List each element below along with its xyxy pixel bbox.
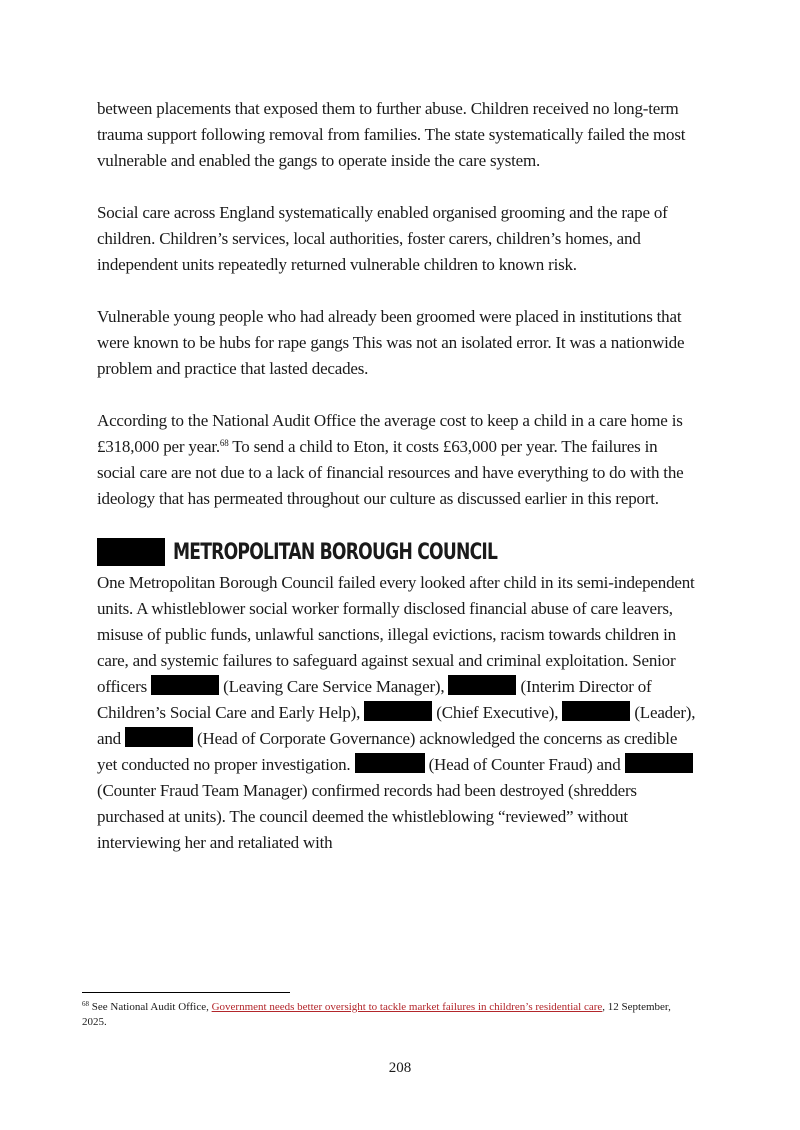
page-number: 208 (388, 1060, 412, 1076)
footnote-number: 68 (82, 1000, 89, 1008)
page-body (97, 96, 697, 856)
council-text-5: (Leader), and (97, 703, 696, 748)
paragraph-social-care: Social care across England systematically enabled organised grooming and the rape of children. Children’s services, local authorities, foster carers, children’s homes, and independent units repeatedly returned vulnerable children to known risk. (97, 203, 668, 274)
council-text-1: One Metropolitan Borough Council failed every looked after child in its semi-independent units. A whistleblower social worker formally disclosed financial abuse of care leavers, misuse of public funds, unlawful sanctions, illegal evictions, racism towards children in care, and systemic failures to safeguard against sexual and criminal exploitation. Senior officers (97, 573, 695, 696)
section-heading (97, 538, 697, 566)
redaction-bar (97, 538, 165, 566)
paragraph-vulnerable: Vulnerable young people who had already been groomed were placed in institutions that were known to be hubs for rape gangs This was not an isolated error. It was a nationwide problem and practice that lasted decades. (97, 307, 685, 378)
footnote-divider (82, 992, 290, 993)
redaction-bar (562, 701, 630, 721)
cost-text-part2: To send a child to Eton, it costs £63,000 per year. The failures in social care are not due to a lack of financial resources and have everything to do with the ideology that has permeated throughout our culture as discussed earlier in this report. (97, 437, 684, 508)
footnote-prefix: See National Audit Office, (89, 1001, 212, 1013)
council-text-8: (Counter Fraud Team Manager) confirmed records had been destroyed (shredders purchased at units). The council deemed the whistleblowing “reviewed” without interviewing her and retaliated with (97, 781, 637, 852)
council-text-6: (Head of Corporate Governance) acknowledged the concerns as credible yet conducted no proper investigation. (97, 729, 678, 774)
footnote-reference[interactable]: 68 (219, 438, 229, 448)
paragraph-council (97, 570, 697, 856)
council-text-4: (Chief Executive), (432, 703, 563, 722)
footnote-suffix: , 12 September, 2025. (82, 1001, 671, 1028)
redaction-bar (625, 753, 693, 773)
redaction-bar (125, 727, 193, 747)
footnote-link[interactable]: Government needs better oversight to tackle market failures in children’s residential care (211, 1001, 603, 1013)
cost-text-part1: According to the National Audit Office the average cost to keep a child in a care home is £318,000 per year. (97, 411, 683, 456)
paragraph-cost (97, 408, 697, 512)
section-heading-text: METROPOLITAN BOROUGH COUNCIL (173, 539, 498, 565)
paragraph-placements: between placements that exposed them to further abuse. Children received no long-term trauma support following removal from families. The state systematically failed the most vulnerable and enabled the gangs to operate inside the care system. (97, 99, 686, 170)
redaction-bar (364, 701, 432, 721)
redaction-bar (448, 675, 516, 695)
redaction-bar (355, 753, 425, 773)
footnote (82, 1000, 694, 1030)
council-text-2: (Leaving Care Service Manager), (219, 677, 449, 696)
council-text-3: (Interim Director of Children’s Social Care and Early Help), (97, 677, 652, 722)
council-text-7: (Head of Counter Fraud) and (424, 755, 625, 774)
redaction-bar (151, 675, 219, 695)
